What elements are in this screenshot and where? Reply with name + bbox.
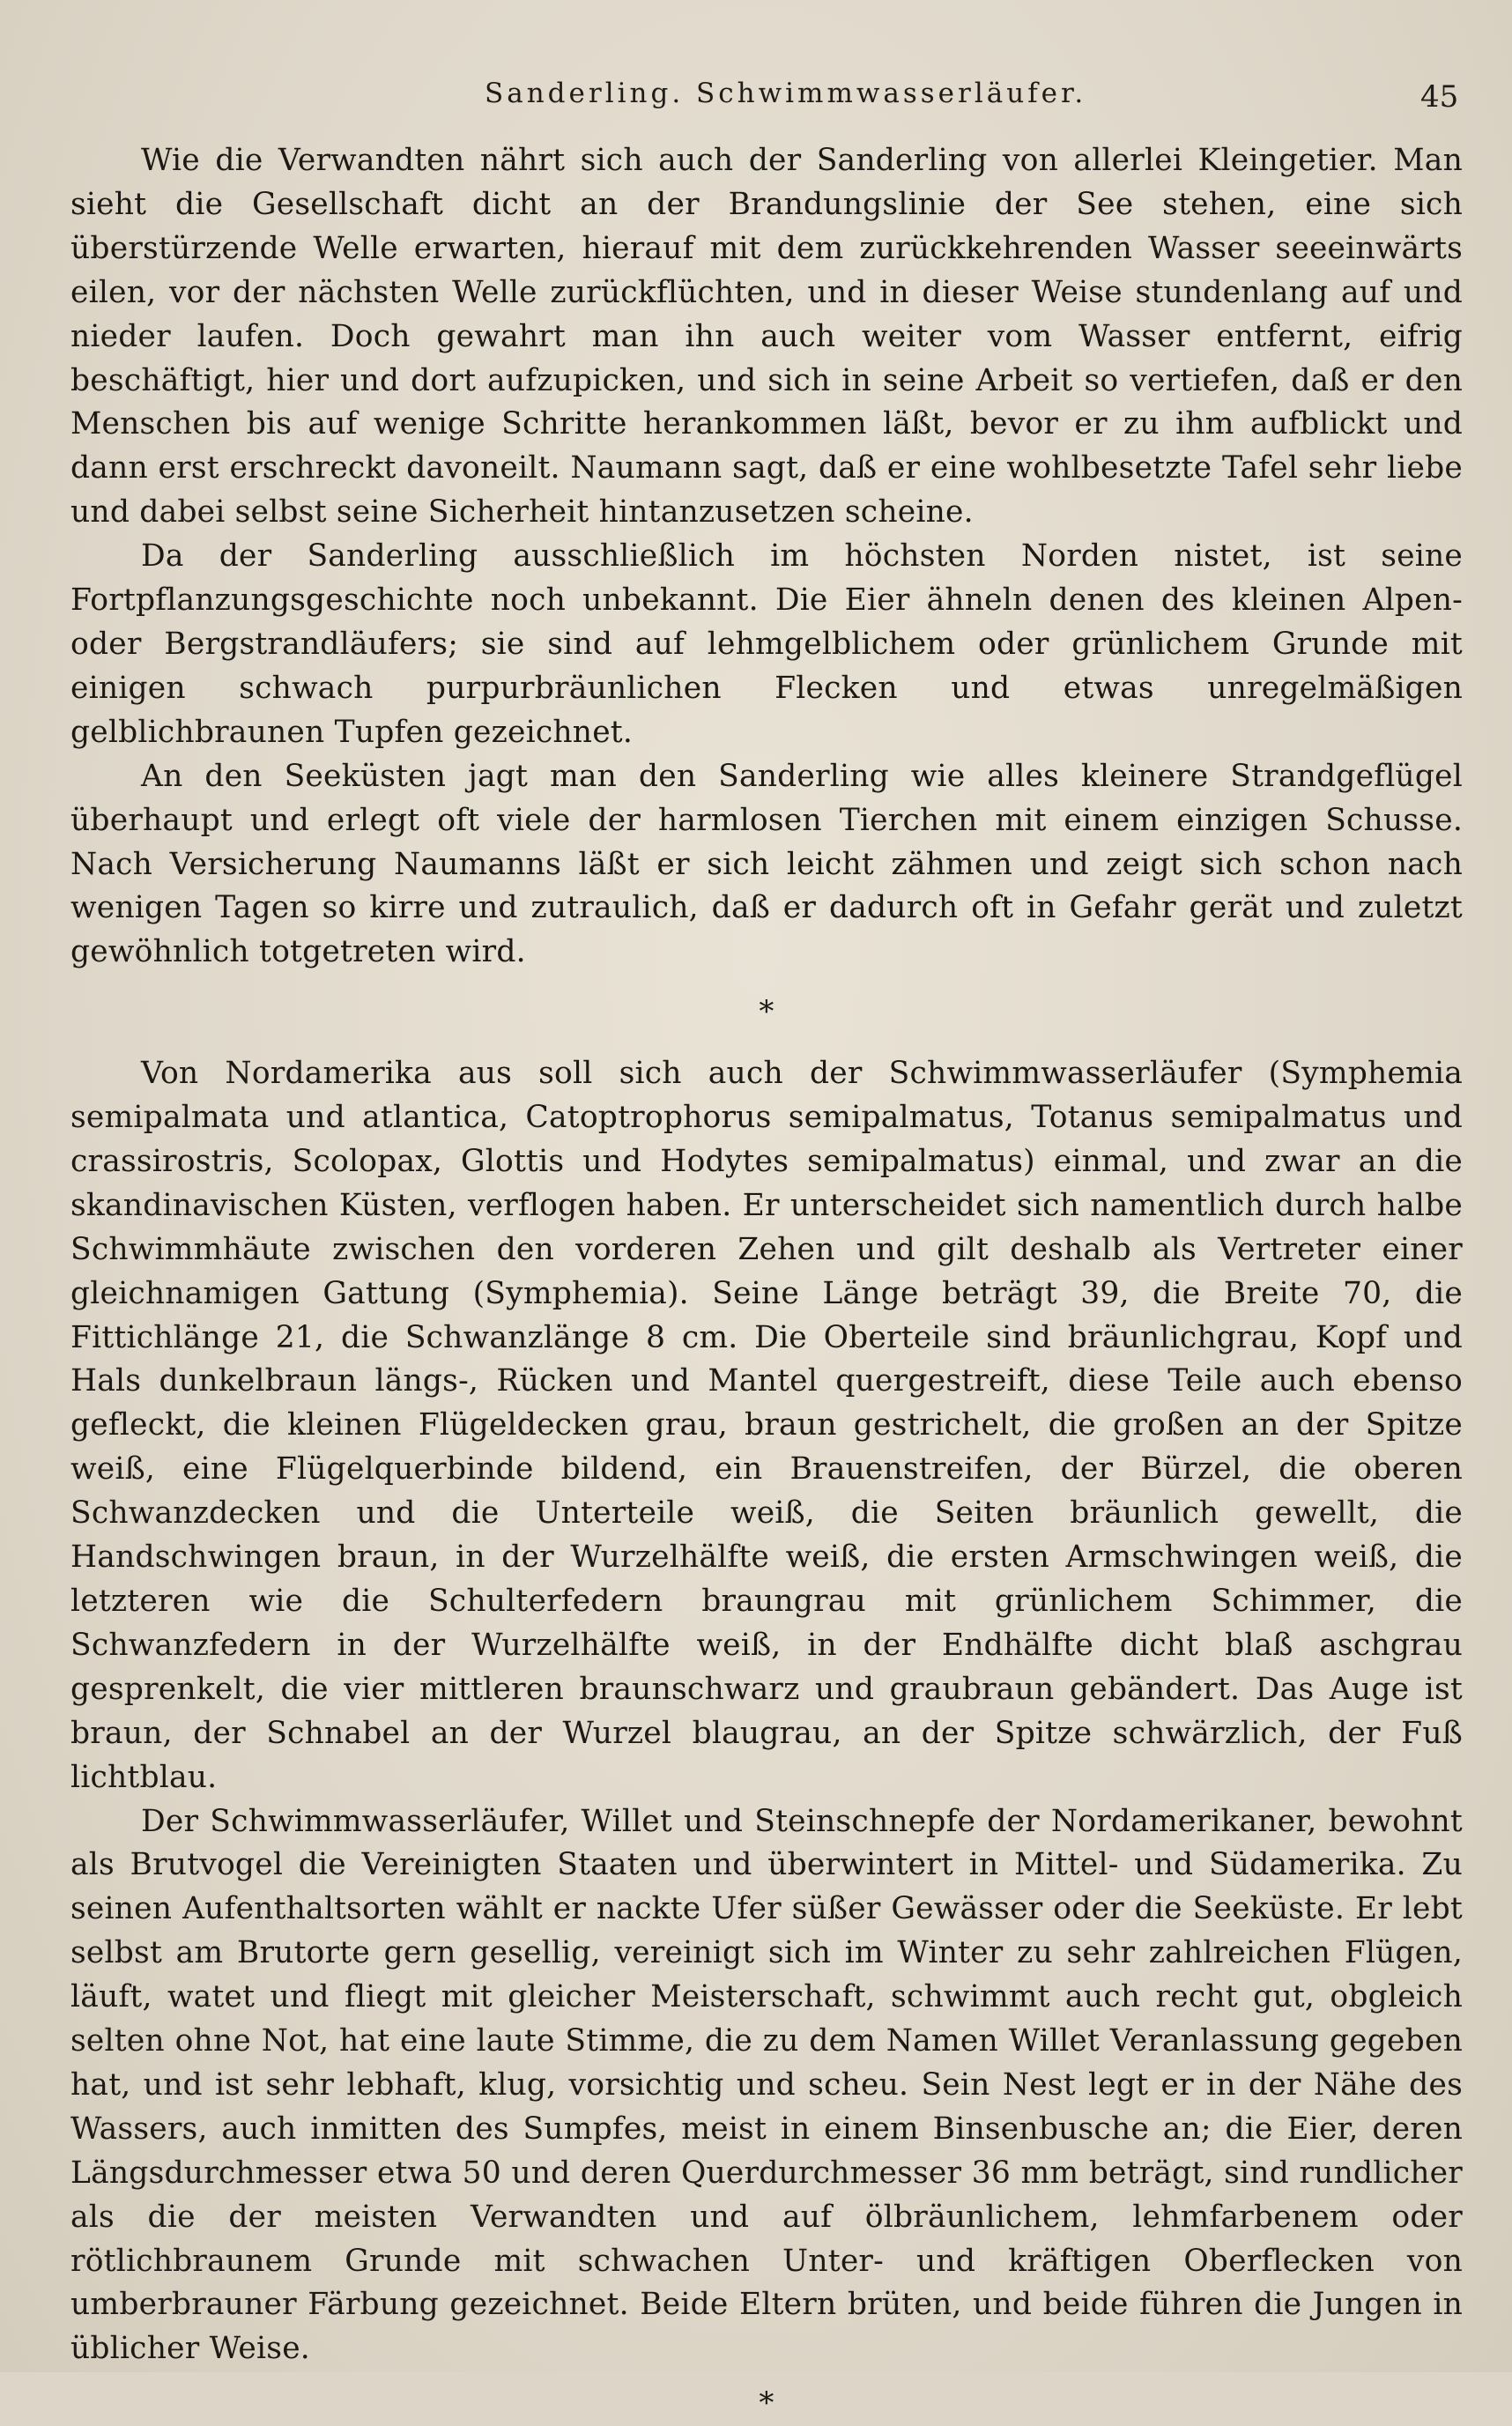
paragraph-willet-description: Von Nordamerika aus soll sich auch der Schwimmwasserläufer (Symphemia semipalmata und atlantica, Catoptrophorus semipalmatus, Totanus semipalmatus und crassirostris, Scolopax, Glottis und Hodytes semipalmatus) einmal, und zwar an die skandinavischen Küsten, verflogen haben. Er unterscheidet sich namentlich durch halbe Schwimmhäute zwischen den vorderen Zehen und gilt deshalb als Vertreter einer gleichnamigen Gattung (Symphemia). Seine Länge beträgt 39, die Breite 70, die Fittichlänge 21, die Schwanzlänge 8 cm. Die Oberteile sind bräunlichgrau, Kopf und Hals dunkelbraun längs-, Rücken und Mantel quergestreift, diese Teile auch ebenso gefleckt, die kleinen Flügeldecken grau, braun gestrichelt, die großen an der Spitze weiß, eine Flügelquerbinde bildend, ein Brauenstreifen, der Bürzel, die oberen Schwanzdecken und die Unterteile weiß, die Seiten bräunlich gewellt, die Handschwingen braun, in der Wurzelhälfte weiß, die ersten Armschwingen weiß, die letzteren wie die Schulterfedern braungrau mit grünlichem Schimmer, die Schwanzfedern in der Wurzelhälfte weiß, in der Endhälfte dicht blaß aschgrau gesprenkelt, die vier mittleren braunschwarz und graubraun gebändert. Das Auge ist braun, der Schnabel an der Wurzel blaugrau, an der Spitze schwärzlich, der Fuß lichtblau. [70, 1056, 1463, 1795]
paragraph-sanderling-food: Wie die Verwandten nährt sich auch der Sanderling von allerlei Kleingetier. Man sieht die Gesellschaft dicht an der Brandungslinie der See stehen, eine sich überstürzende Welle erwarten, hierauf mit dem zurückkehrenden Wasser seeeinwärts eilen, vor der nächsten Welle zurückflüchten, und in dieser Weise stundenlang auf und nieder laufen. Doch gewahrt man ihn auch weiter vom Wasser entfernt, eifrig beschäftigt, hier und dort aufzupicken, und sich in seine Arbeit so vertiefen, daß er den Menschen bis auf wenige Schritte herankommen läßt, bevor er zu ihm aufblickt und dann erst erschreckt davoneilt. Naumann sagt, daß er eine wohlbesetzte Tafel sehr liebe und dabei selbst seine Sicherheit hintanzusetzen scheine. [70, 143, 1463, 530]
section-separator: * [759, 994, 775, 1030]
paragraph-sanderling-breeding: Da der Sanderling ausschließlich im höchsten Norden nistet, ist seine Fortpflanzungsgeschichte noch unbekannt. Die Eier ähneln denen des kleinen Alpen- oder Bergstrandläufers; sie sind auf lehmgelblichem oder grünlichem Grunde mit einigen schwach purpurbräunlichen Flecken und etwas unregelmäßigen gelblichbraunen Tupfen gezeichnet. [70, 538, 1463, 750]
main-text [70, 139, 1463, 2426]
running-title: Sanderling. Schwimmwasserläufer. [485, 78, 1087, 109]
paragraph-sanderling-hunting: An den Seeküsten jagt man den Sanderling wie alles kleinere Strandgeflügel überhaupt und erlegt oft viele der harmlosen Tierchen mit einem einzigen Schusse. Nach Versicherung Naumanns läßt er sich leicht zähmen und zeigt sich schon nach wenigen Tagen so kirre und zutraulich, daß er dadurch oft in Gefahr gerät und zuletzt gewöhnlich totgetreten wird. [70, 758, 1463, 970]
paragraph-willet-habits: Der Schwimmwasserläufer, Willet und Steinschnepfe der Nordamerikaner, bewohnt als Brutvogel die Vereinigten Staaten und überwintert in Mittel- und Südamerika. Zu seinen Aufenthaltsorten wählt er nackte Ufer süßer Gewässer oder die Seeküste. Er lebt selbst am Brutorte gern gesellig, vereinigt sich im Winter zu sehr zahlreichen Flügen, läuft, watet und fliegt mit gleicher Meisterschaft, schwimmt auch recht gut, obgleich selten ohne Not, hat eine laute Stimme, die zu dem Namen Willet Veranlassung gegeben hat, und ist sehr lebhaft, klug, vorsichtig und scheu. Sein Nest legt er in der Nähe des Wassers, auch inmitten des Sumpfes, meist in einem Binsenbusche an; die Eier, deren Längsdurchmesser etwa 50 und deren Querdurchmesser 36 mm beträgt, sind rundlicher als die der meisten Verwandten und auf ölbräunlichem, lehmfarbenem oder rötlichbraunem Grunde mit schwachen Unter- und kräftigen Oberflecken von umberbrauner Färbung gezeichnet. Beide Eltern brüten, und beide führen die Jungen in üblicher Weise. [70, 1803, 1463, 2367]
end-separator: * [759, 2385, 775, 2422]
page-number: 45 [1420, 79, 1459, 115]
page-header [0, 78, 1512, 130]
